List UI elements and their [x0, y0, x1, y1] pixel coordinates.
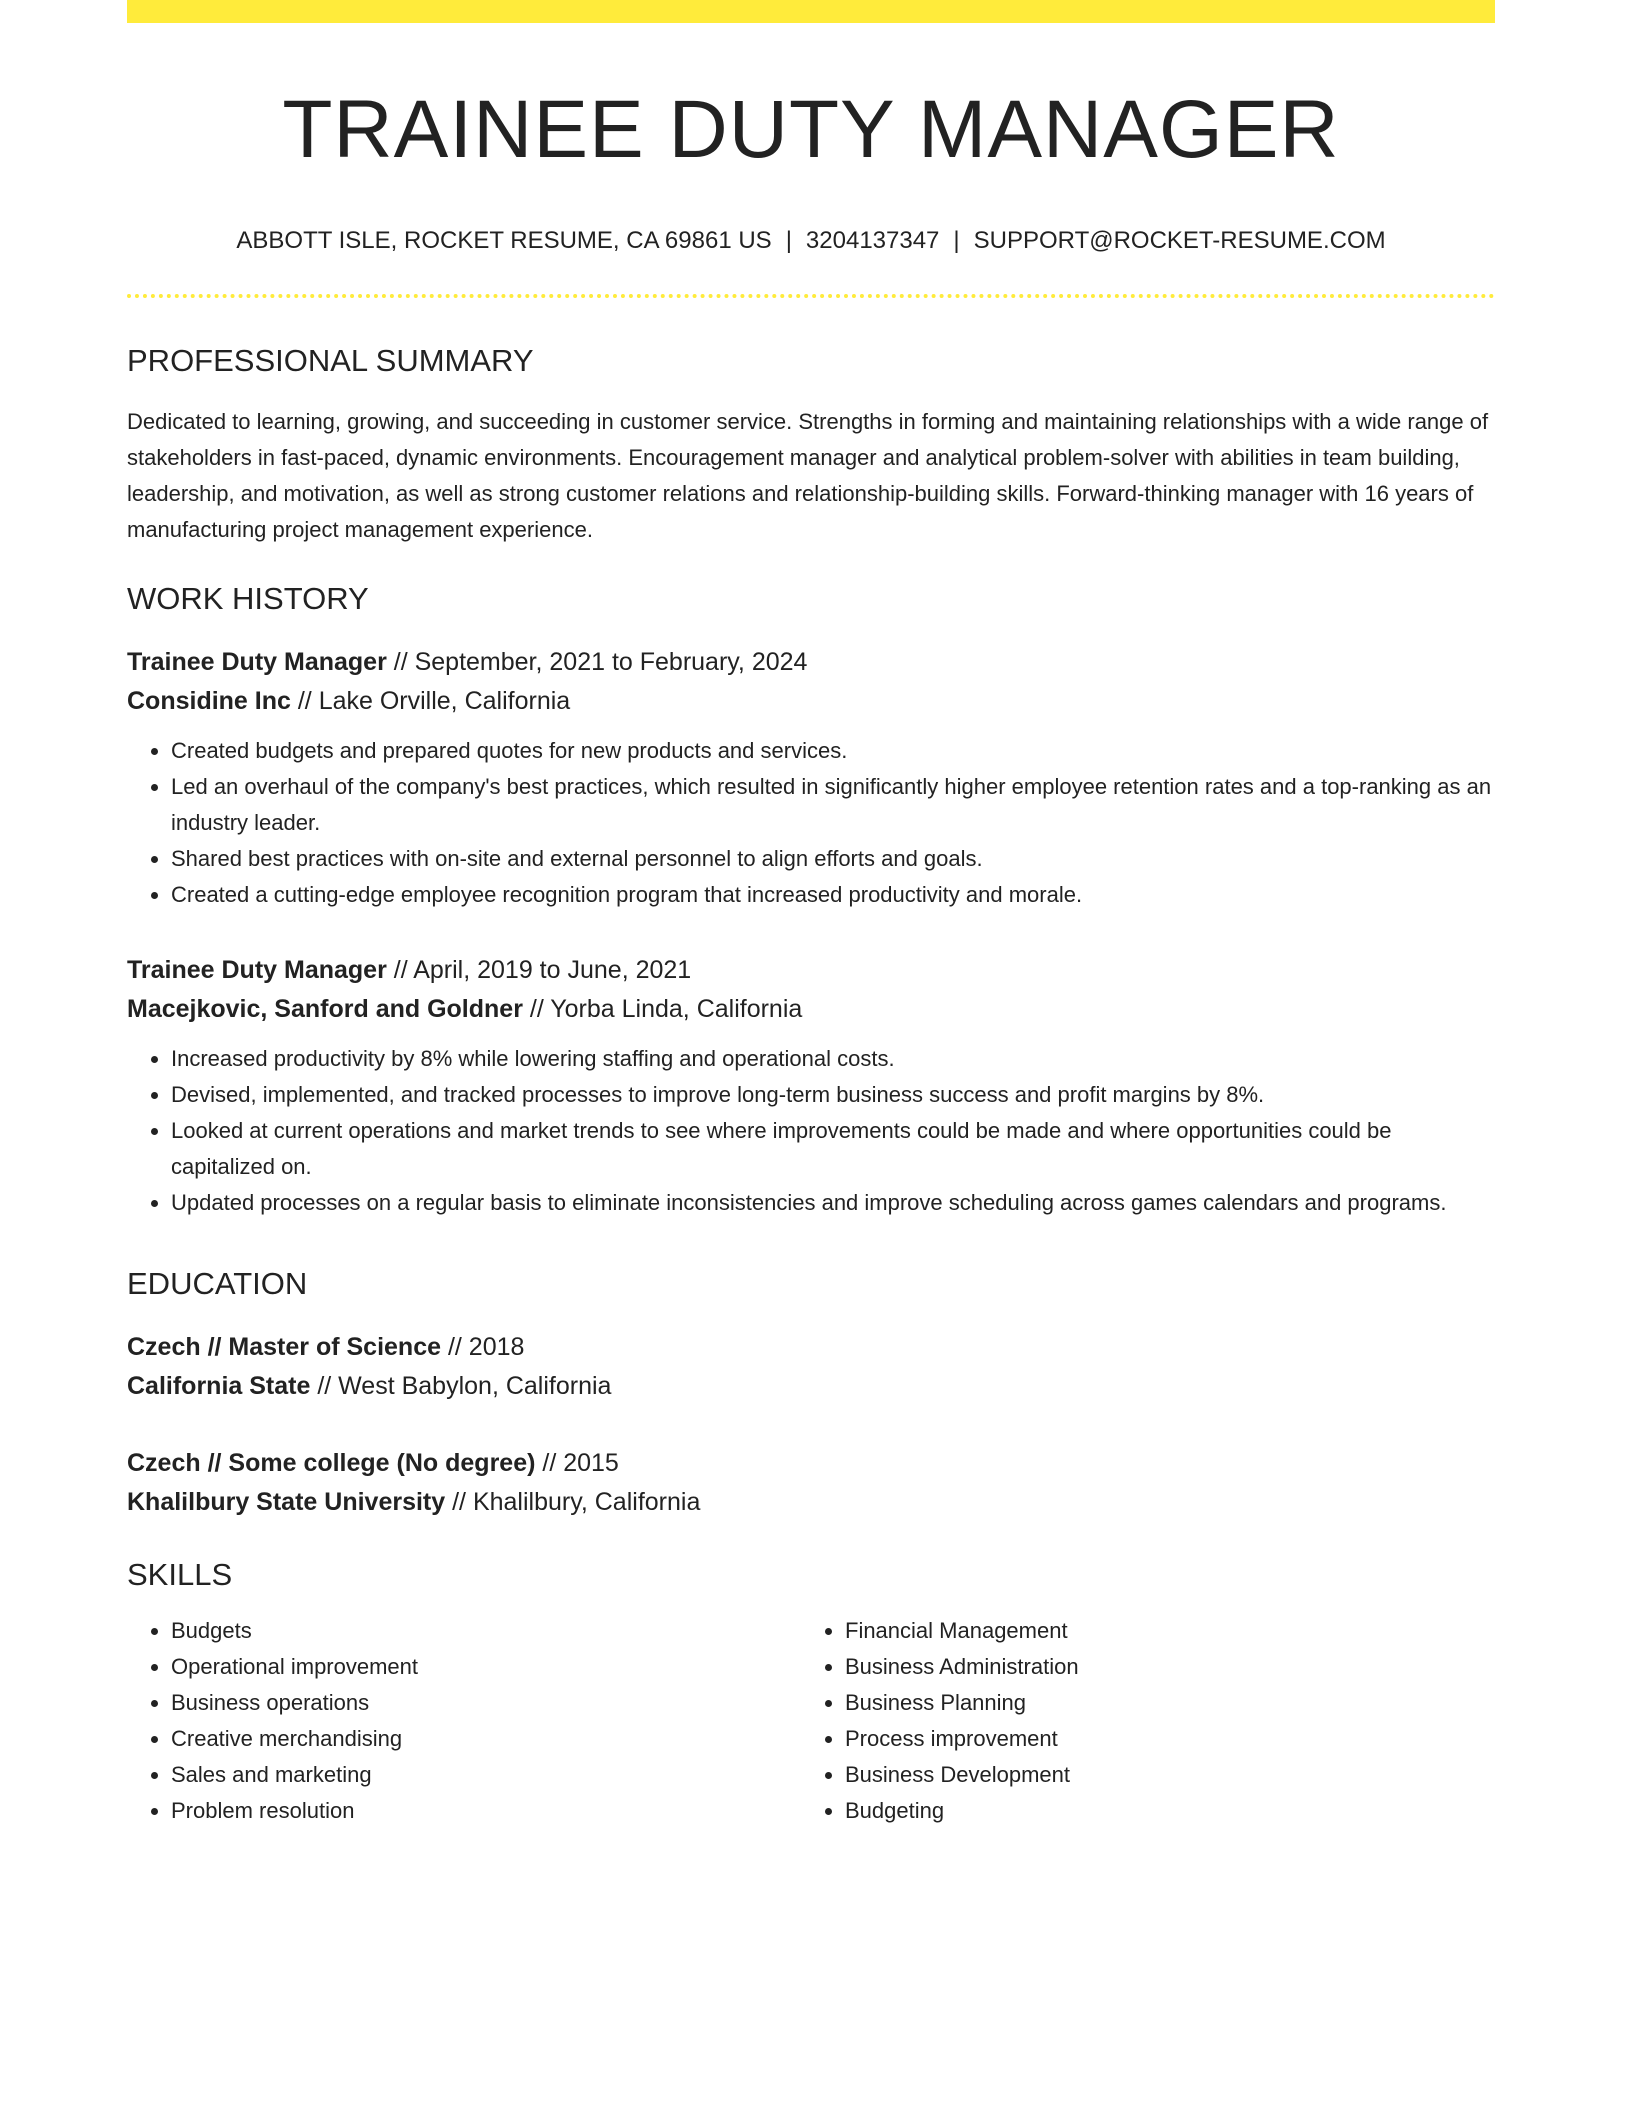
skill-item: • Budgets — [171, 1613, 801, 1649]
education-degree: Czech // Master of Science — [127, 1333, 442, 1362]
contact-phone: 3204137347 — [805, 227, 940, 255]
skills-columns — [127, 1613, 1495, 1829]
contact-address: ABBOTT ISLE, ROCKET RESUME, CA 69861 US — [236, 227, 772, 255]
contact-email: SUPPORT@ROCKET-RESUME.COM — [973, 227, 1386, 255]
work-history-title: WORK HISTORY — [127, 580, 369, 616]
education-title: EDUCATION — [127, 1265, 308, 1301]
job-role: Trainee Duty Manager — [127, 647, 387, 676]
skill-item: • Operational improvement — [171, 1649, 801, 1685]
job-entry — [127, 643, 1495, 913]
education-degree-line — [127, 1444, 1495, 1483]
job-company-line — [127, 682, 1495, 721]
job-bullet: • Shared best practices with on-site and external personnel to align efforts and goals. — [171, 841, 1495, 877]
education-school-line — [127, 1483, 1495, 1522]
job-company-line — [127, 990, 1495, 1029]
skill-item: • Business operations — [171, 1685, 801, 1721]
summary-title: PROFESSIONAL SUMMARY — [127, 343, 534, 379]
contact-line — [127, 225, 1495, 256]
education-entry — [127, 1328, 1495, 1406]
candidate-name: TRAINEE DUTY MANAGER — [282, 84, 1340, 175]
job-title-line — [127, 951, 1495, 990]
job-location: // Lake Orville, California — [290, 686, 571, 715]
education-year: // 2015 — [535, 1449, 619, 1478]
skill-item: • Business Development — [845, 1757, 1475, 1793]
dotted-divider — [127, 294, 1495, 298]
skill-item: • Financial Management — [845, 1613, 1475, 1649]
job-entry — [127, 951, 1495, 1221]
job-dates: // April, 2019 to June, 2021 — [386, 955, 692, 984]
skill-item: • Creative merchandising — [171, 1721, 801, 1757]
job-bullets — [127, 1041, 1495, 1221]
job-company: Considine Inc — [127, 686, 291, 715]
education-location: // Khalilbury, California — [445, 1488, 701, 1517]
job-title-line — [127, 643, 1495, 682]
skills-title: SKILLS — [127, 1557, 233, 1593]
job-company: Macejkovic, Sanford and Goldner — [127, 994, 523, 1023]
education-degree-line — [127, 1328, 1495, 1367]
education-entry — [127, 1444, 1495, 1522]
summary-text: Dedicated to learning, growing, and succeeding in customer service. Strengths in forming and maintaining relationships with a wide range of stakeholders in fast-paced, dynamic environments. Encouragement manager and analytical problem-solver with abilities in team building, leadership, and motivation, as well as strong customer relations and relationship-building skills. Forward-thinking manager with 16 years of manufacturing project management experience. — [127, 408, 1489, 542]
skill-item: • Problem resolution — [171, 1793, 801, 1829]
skill-item: • Sales and marketing — [171, 1757, 801, 1793]
job-location: // Yorba Linda, California — [522, 994, 803, 1023]
job-bullet: • Created budgets and prepared quotes for new products and services. — [171, 733, 1495, 769]
education-school-line — [127, 1367, 1495, 1406]
job-bullet: • Looked at current operations and market trends to see where improvements could be made and where opportunities could be capitalized on. — [171, 1113, 1495, 1185]
accent-bar — [127, 0, 1495, 23]
skill-item: • Process improvement — [845, 1721, 1475, 1757]
education-year: // 2018 — [441, 1333, 525, 1362]
education-degree: Czech // Some college (No degree) — [127, 1449, 536, 1478]
job-role: Trainee Duty Manager — [127, 955, 387, 984]
job-bullet: • Devised, implemented, and tracked processes to improve long-term business success and profit margins by 8%. — [171, 1077, 1495, 1113]
skills-left-column — [127, 1613, 801, 1829]
job-bullet: • Created a cutting-edge employee recognition program that increased productivity and morale. — [171, 877, 1495, 913]
job-bullet: • Updated processes on a regular basis to eliminate inconsistencies and improve scheduling across games calendars and programs. — [171, 1185, 1495, 1221]
job-bullets — [127, 733, 1495, 913]
job-dates: // September, 2021 to February, 2024 — [386, 647, 808, 676]
resume-content — [127, 23, 1495, 1829]
skill-item: • Business Administration — [845, 1649, 1475, 1685]
skill-item: • Business Planning — [845, 1685, 1475, 1721]
contact-separator: | — [953, 227, 960, 255]
education-school: Khalilbury State University — [127, 1488, 446, 1517]
job-bullet: • Led an overhaul of the company's best practices, which resulted in significantly higher employee retention rates and a top-ranking as an industry leader. — [171, 769, 1495, 841]
skills-right-column — [801, 1613, 1475, 1829]
education-location: // West Babylon, California — [310, 1372, 612, 1401]
skill-item: • Budgeting — [845, 1793, 1475, 1829]
job-bullet: • Increased productivity by 8% while lowering staffing and operational costs. — [171, 1041, 1495, 1077]
education-school: California State — [127, 1372, 311, 1401]
contact-separator: | — [785, 227, 792, 255]
